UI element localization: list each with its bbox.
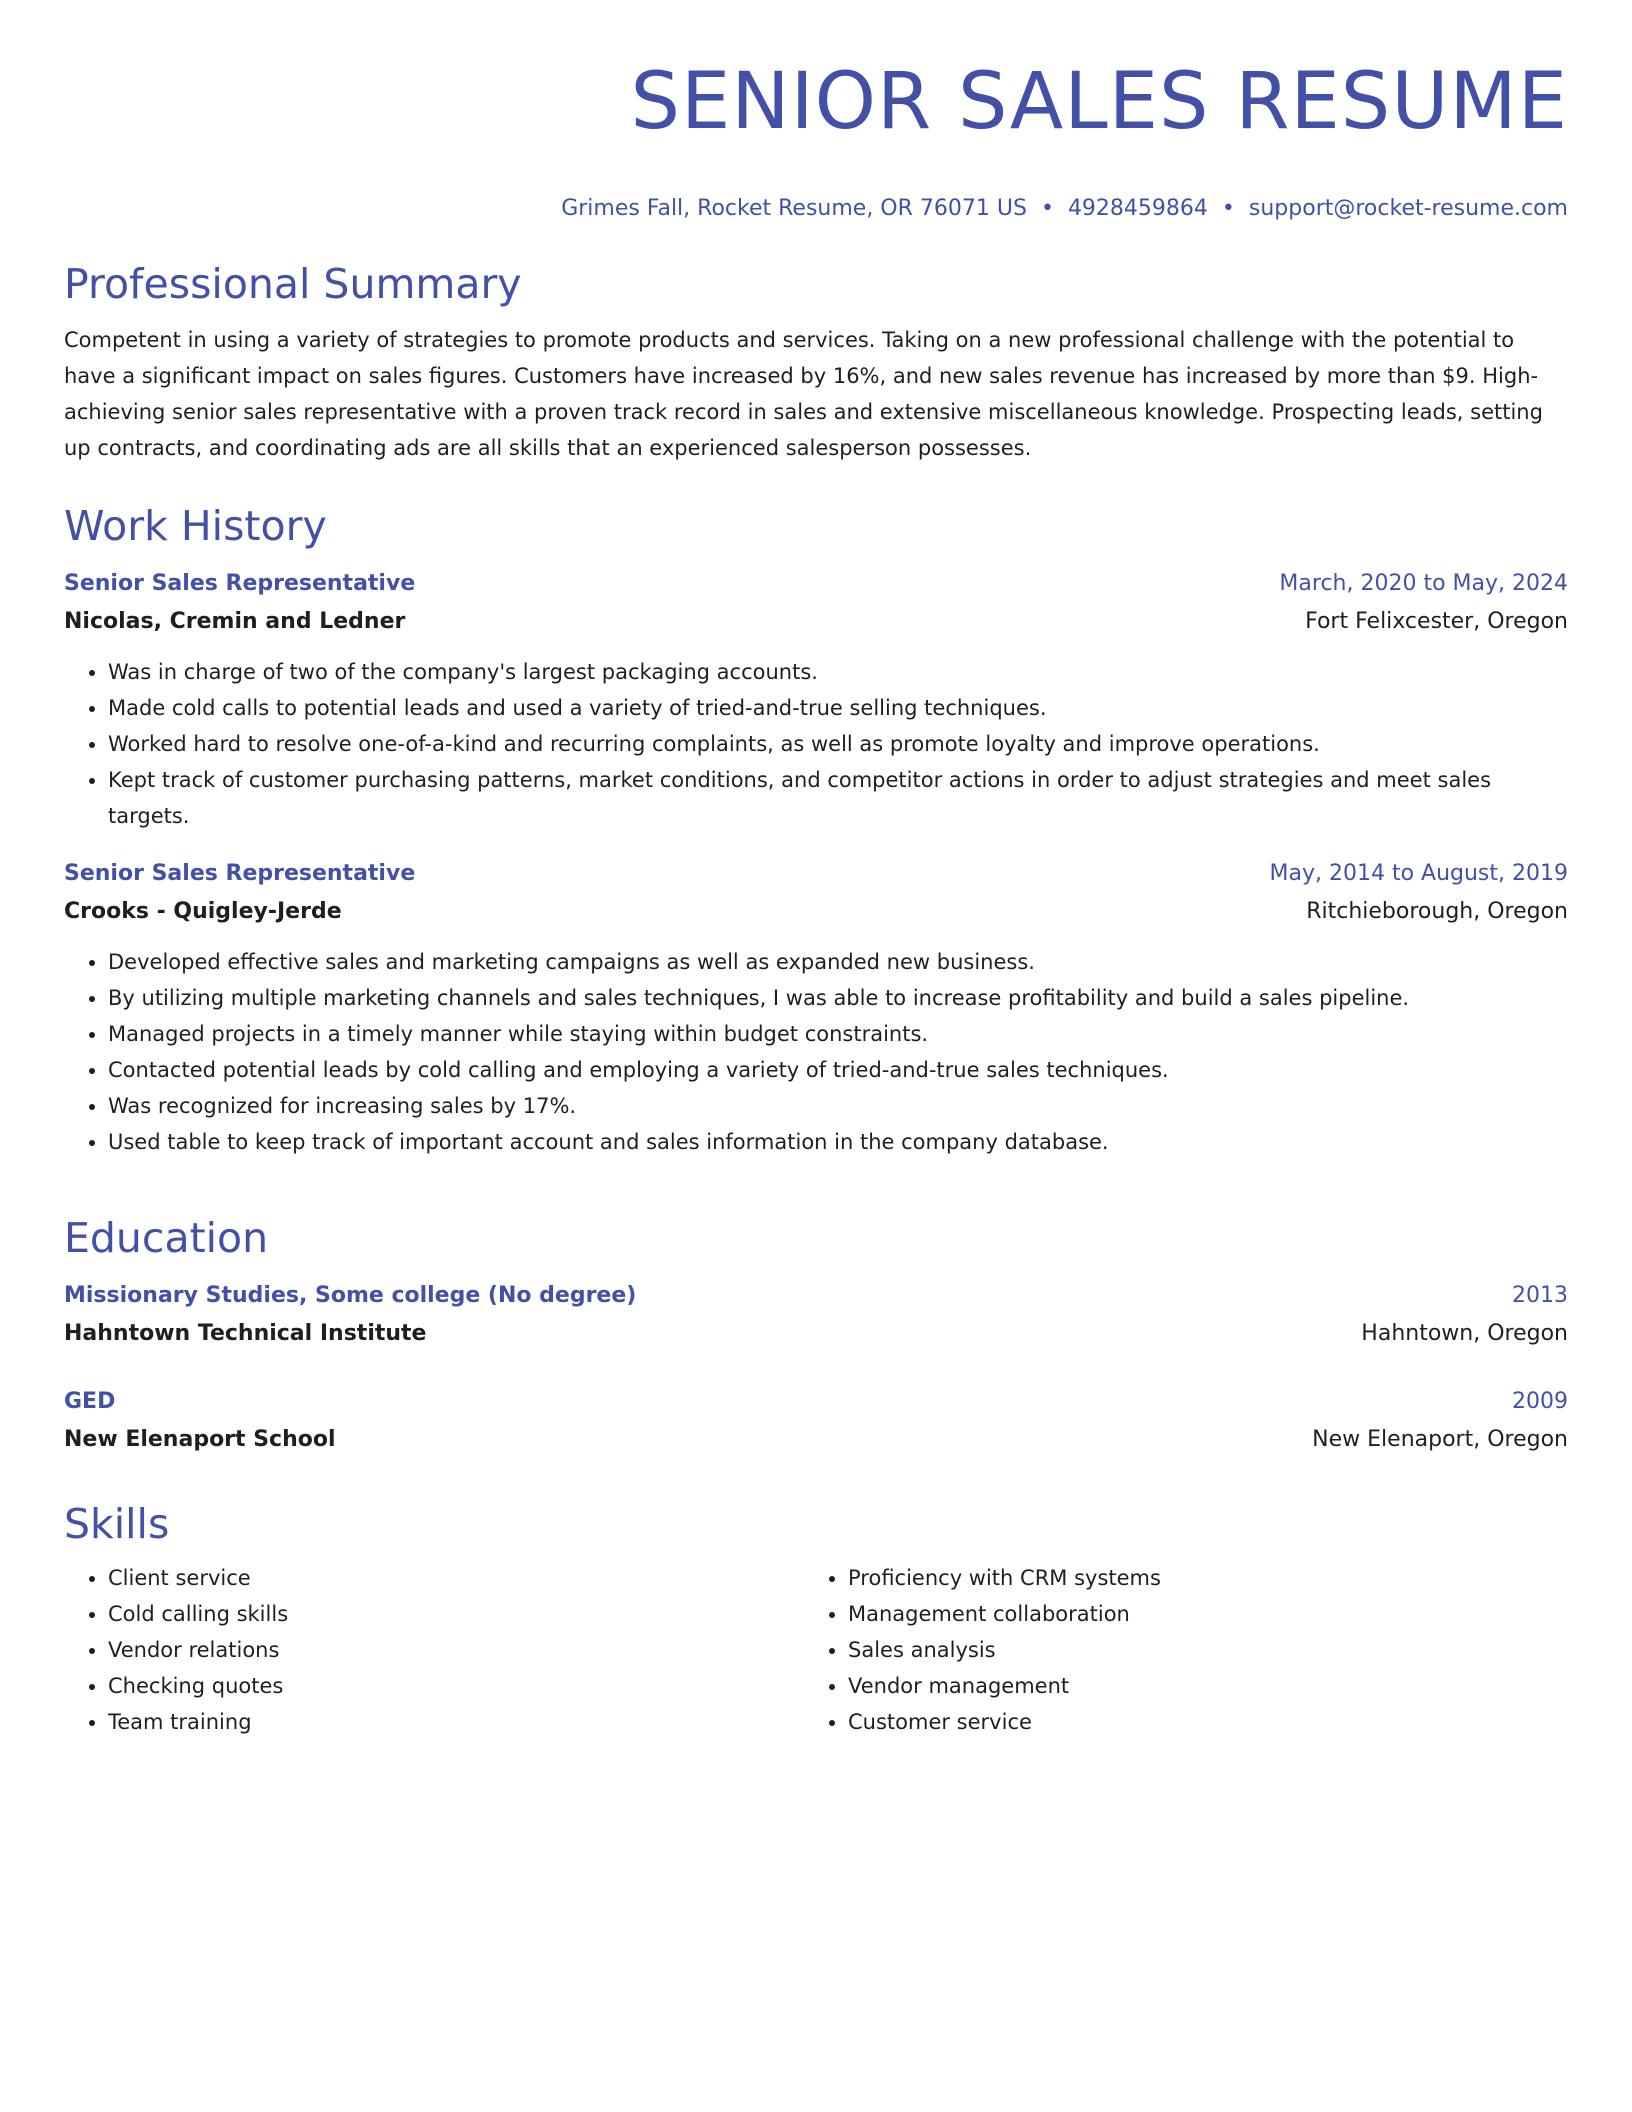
resume-header [64,0,1568,224]
education-year: 2009 [1512,1389,1568,1414]
education-section [64,1212,1568,1460]
contact-line [64,194,1568,224]
job-entry [64,566,1568,834]
job-dates: March, 2020 to May, 2024 [1279,571,1568,596]
job-dates: May, 2014 to August, 2019 [1269,861,1568,886]
education-degree: GED [64,1389,116,1414]
education-degree: Missionary Studies, Some college (No degree) [64,1283,637,1308]
skill-item: • Checking quotes [108,1668,804,1704]
job-location: Ritchieborough, Oregon [1306,899,1568,924]
skill-item: • Vendor management [848,1668,1544,1704]
job-company: Crooks - Quigley-Jerde [64,899,342,924]
job-bullet: • Was recognized for increasing sales by 17%. [108,1088,1568,1124]
skills-columns [64,1560,1568,1740]
job-entry [64,856,1568,1160]
education-year: 2013 [1512,1283,1568,1308]
skill-item: • Sales analysis [848,1632,1544,1668]
job-bullet: • By utilizing multiple marketing channels and sales techniques, I was able to increase profitability and build a sales pipeline. [108,980,1568,1016]
skill-item: • Team training [108,1704,804,1740]
job-bullet: • Contacted potential leads by cold calling and employing a variety of tried-and-true sales techniques. [108,1052,1568,1088]
resume-title: SENIOR SALES RESUME [630,57,1568,147]
job-role: Senior Sales Representative [64,861,416,886]
job-header-row [64,566,1568,602]
contact-separator: • [1040,196,1054,221]
skills-list-right [804,1560,1544,1740]
education-school-row [64,1314,1568,1354]
job-bullets [64,944,1568,1160]
job-company-row [64,892,1568,932]
contact-address: Grimes Fall, Rocket Resume, OR 76071 US [561,196,1027,221]
skills-section [64,1498,1568,1740]
job-bullet: • Was in charge of two of the company's largest packaging accounts. [108,654,1568,690]
education-school-row [64,1420,1568,1460]
summary-section [64,258,1568,466]
job-bullet: • Worked hard to resolve one-of-a-kind and recurring complaints, as well as promote loyalty and improve operations. [108,726,1568,762]
job-bullet: • Managed projects in a timely manner while staying within budget constraints. [108,1016,1568,1052]
education-header-row [64,1384,1568,1420]
job-location: Fort Felixcester, Oregon [1305,609,1568,634]
job-bullet: • Made cold calls to potential leads and used a variety of tried-and-true selling techniques. [108,690,1568,726]
skill-item: • Cold calling skills [108,1596,804,1632]
summary-text: Competent in using a variety of strategies to promote products and services. Taking on a new professional challenge with the potential to have a significant impact on sales figures. Customers have increased by 16%, and new sales revenue has increased by more than $9. High-achieving senior sales representative with a proven track record in sales and extensive miscellaneous knowledge. Prospecting leads, setting up contracts, and coordinating ads are all skills that an experienced salesperson possesses. [64,328,1543,460]
skill-item: • Management collaboration [848,1596,1544,1632]
contact-separator: • [1221,196,1235,221]
education-header-row [64,1278,1568,1314]
job-role: Senior Sales Representative [64,571,416,596]
skill-item: • Client service [108,1560,804,1596]
education-entry [64,1278,1568,1354]
job-bullet: • Developed effective sales and marketing campaigns as well as expanded new business. [108,944,1568,980]
job-header-row [64,856,1568,892]
job-company-row [64,602,1568,642]
contact-email: support@rocket-resume.com [1248,196,1568,221]
work-history-heading: Work History [64,502,327,550]
skill-item: • Proficiency with CRM systems [848,1560,1544,1596]
job-bullet: • Used table to keep track of important account and sales information in the company database. [108,1124,1568,1160]
education-entry [64,1384,1568,1460]
skill-item: • Vendor relations [108,1632,804,1668]
education-school: New Elenaport School [64,1427,336,1452]
skill-item: • Customer service [848,1704,1544,1740]
summary-heading: Professional Summary [64,260,522,308]
education-location: Hahntown, Oregon [1361,1321,1568,1346]
skills-heading: Skills [64,1500,170,1548]
job-bullets [64,654,1568,834]
skills-list-left [64,1560,804,1740]
job-company: Nicolas, Cremin and Ledner [64,609,406,634]
education-location: New Elenaport, Oregon [1312,1427,1568,1452]
contact-phone: 4928459864 [1067,196,1208,221]
education-heading: Education [64,1214,269,1262]
work-history-section [64,500,1568,1160]
education-school: Hahntown Technical Institute [64,1321,427,1346]
job-bullet: • Kept track of customer purchasing patterns, market conditions, and competitor actions in order to adjust strategies and meet sales targets. [108,762,1568,834]
